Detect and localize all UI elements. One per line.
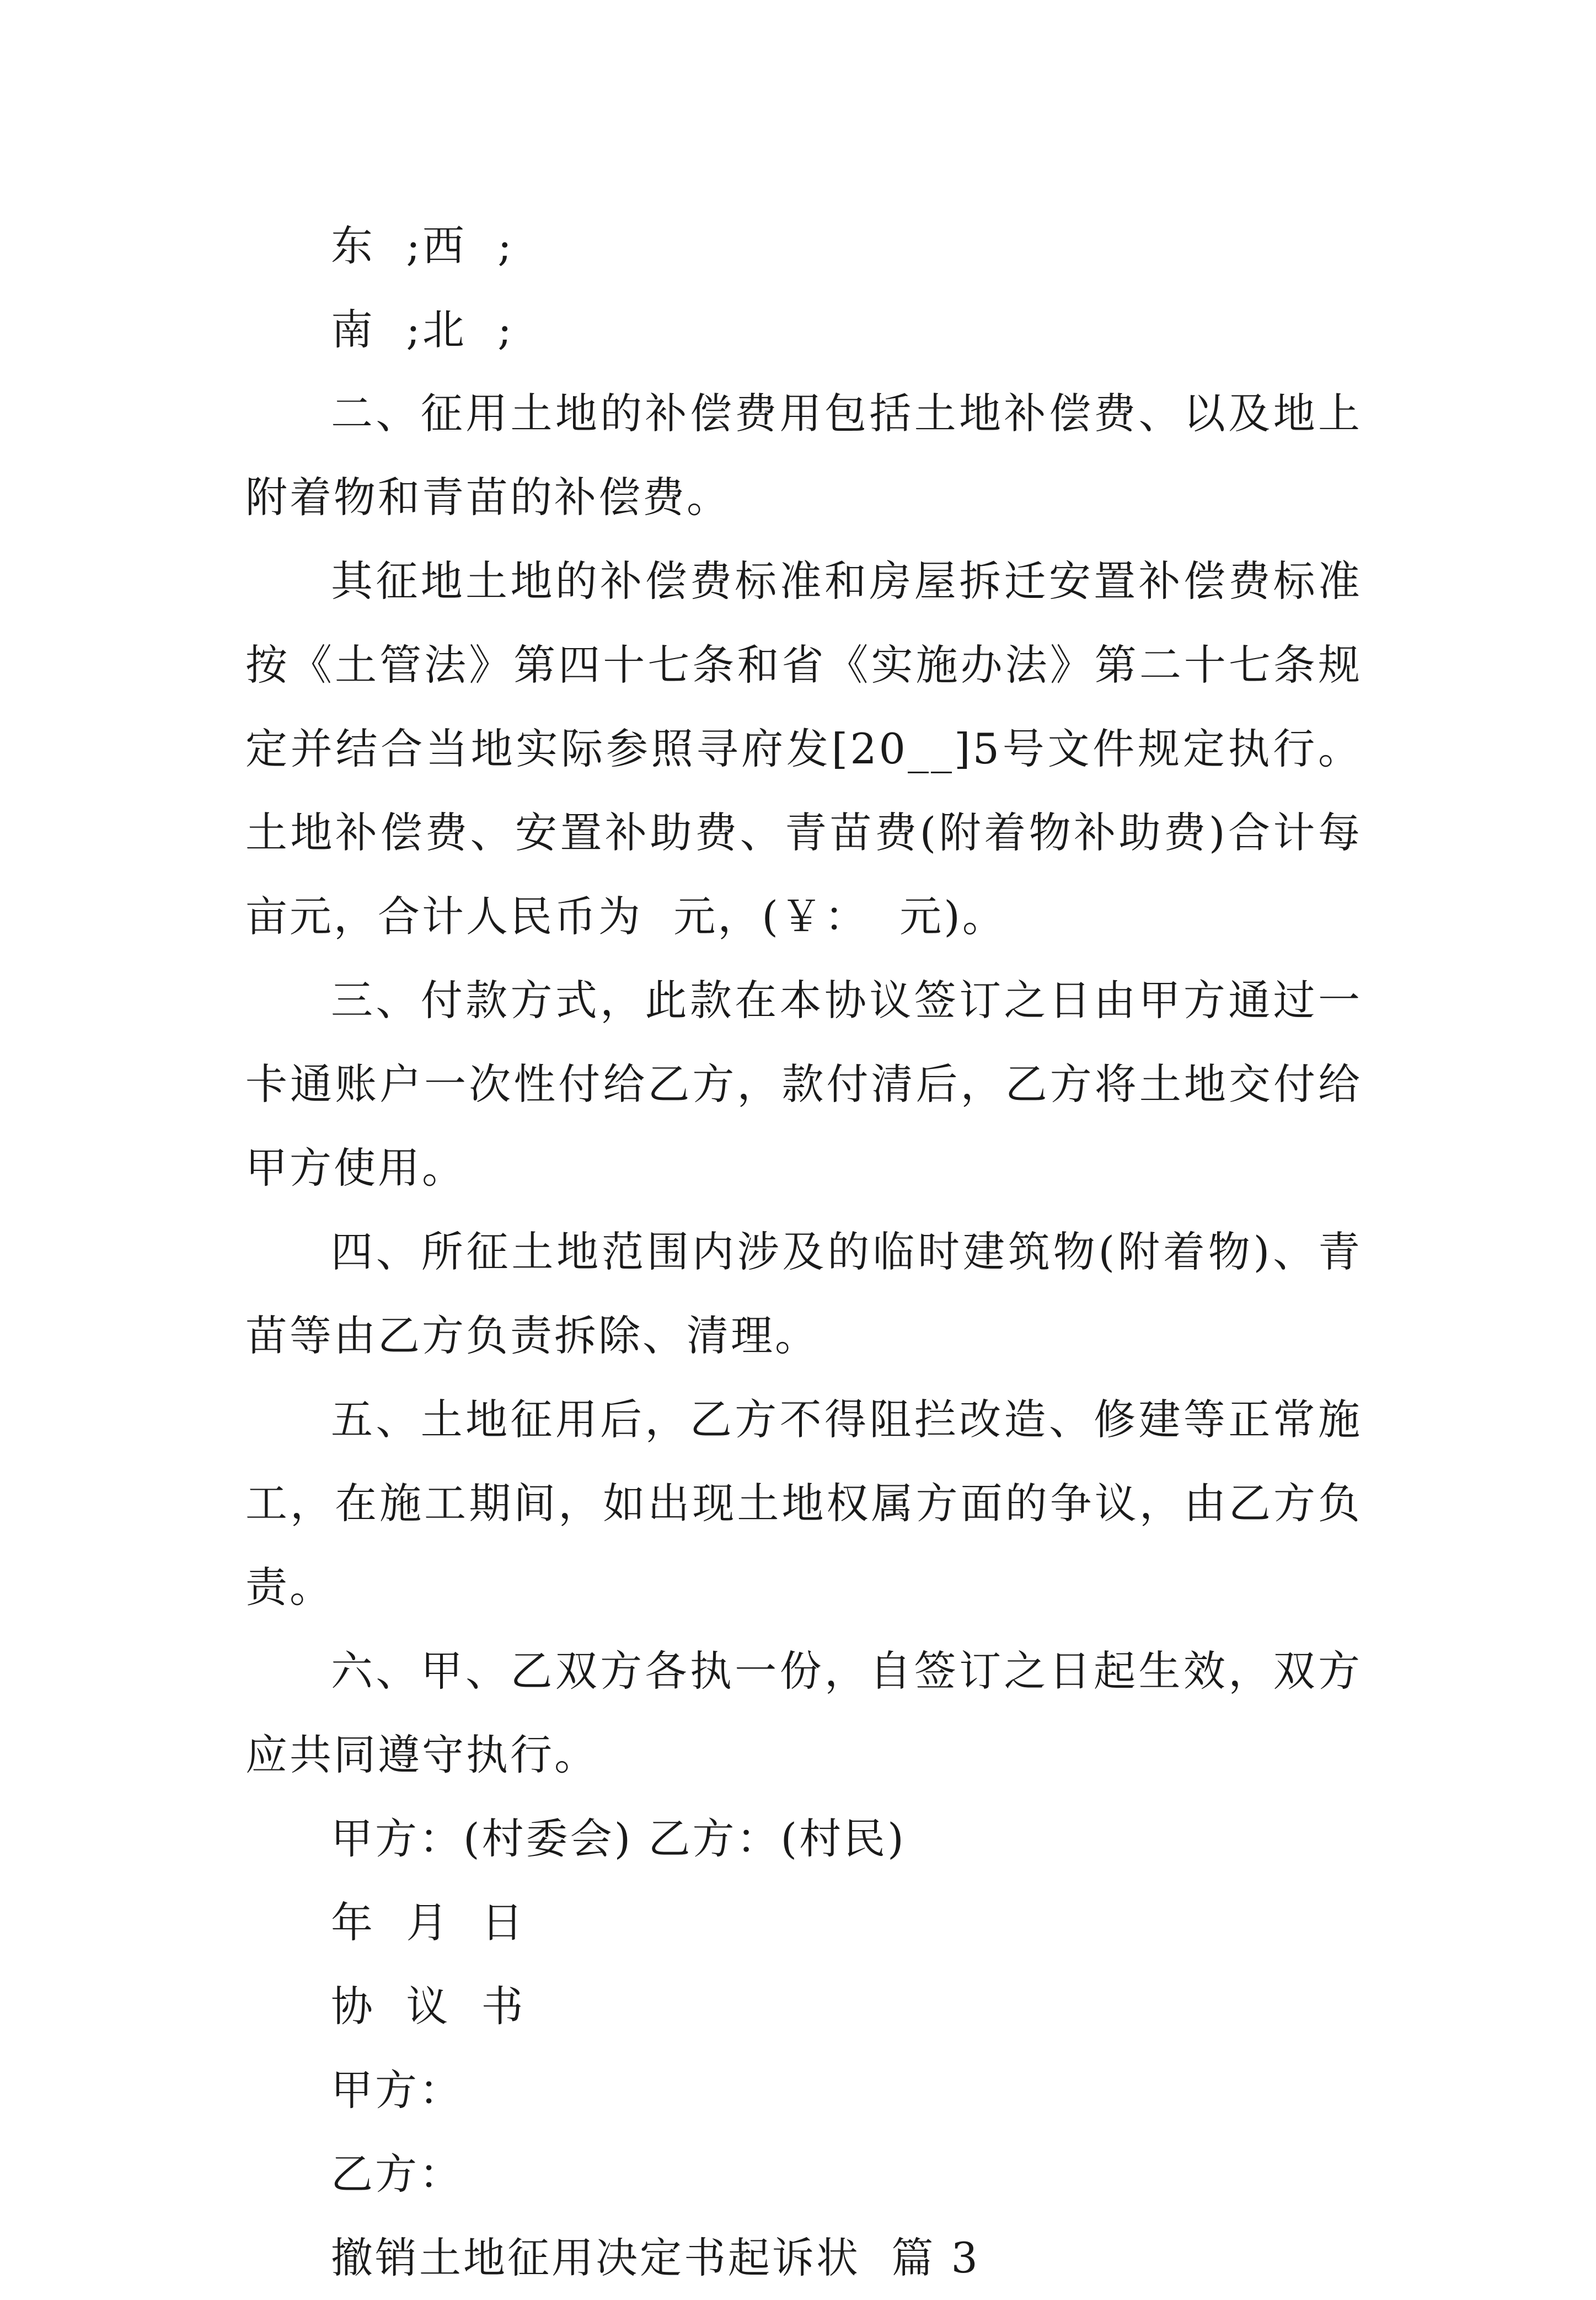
boundary-south-north: 南 ;北 ; <box>331 305 514 354</box>
clause-2-detail: 其征地土地的补偿费标准和房屋拆迁安置补偿费标准按《土管法》第四十七条和省《实施办法》第二十七条规定并结合当地实际参照寻府发[20__]5号文件规定执行。土地补偿费、安置补助费、青苗费(附着物补助费)合计每亩元，合计人民币为 元，(￥： 元)。 <box>245 557 1362 941</box>
date-line: 年 月 日 <box>331 1898 526 1947</box>
clause-3: 三、付款方式，此款在本协议签订之日由甲方通过一卡通账户一次性付给乙方，款付清后，乙方将土地交付给甲方使用。 <box>245 976 1362 1192</box>
party-b-label: 乙方： <box>331 2149 463 2199</box>
signature-line: 甲方：(村委会) 乙方：(村民) <box>331 1814 906 1863</box>
next-section-heading: 撤销土地征用决定书起诉状 篇 3 <box>331 2233 980 2282</box>
party-a-label: 甲方： <box>331 2066 463 2115</box>
agreement-title: 协 议 书 <box>331 1982 526 2031</box>
clause-5: 五、土地征用后，乙方不得阻拦改造、修建等正常施工，在施工期间，如出现土地权属方面的争议，由乙方负责。 <box>245 1395 1362 1612</box>
clause-2: 二、征用土地的补偿费用包括土地补偿费、以及地上附着物和青苗的补偿费。 <box>245 389 1362 522</box>
clause-6: 六、甲、乙双方各执一份，自签订之日起生效，双方应共同遵守执行。 <box>245 1646 1362 1779</box>
document-body <box>245 204 1362 2300</box>
clause-4: 四、所征土地范围内涉及的临时建筑物(附着物)、青苗等由乙方负责拆除、清理。 <box>245 1227 1362 1360</box>
boundary-east-west: 东 ;西 ; <box>331 221 514 270</box>
